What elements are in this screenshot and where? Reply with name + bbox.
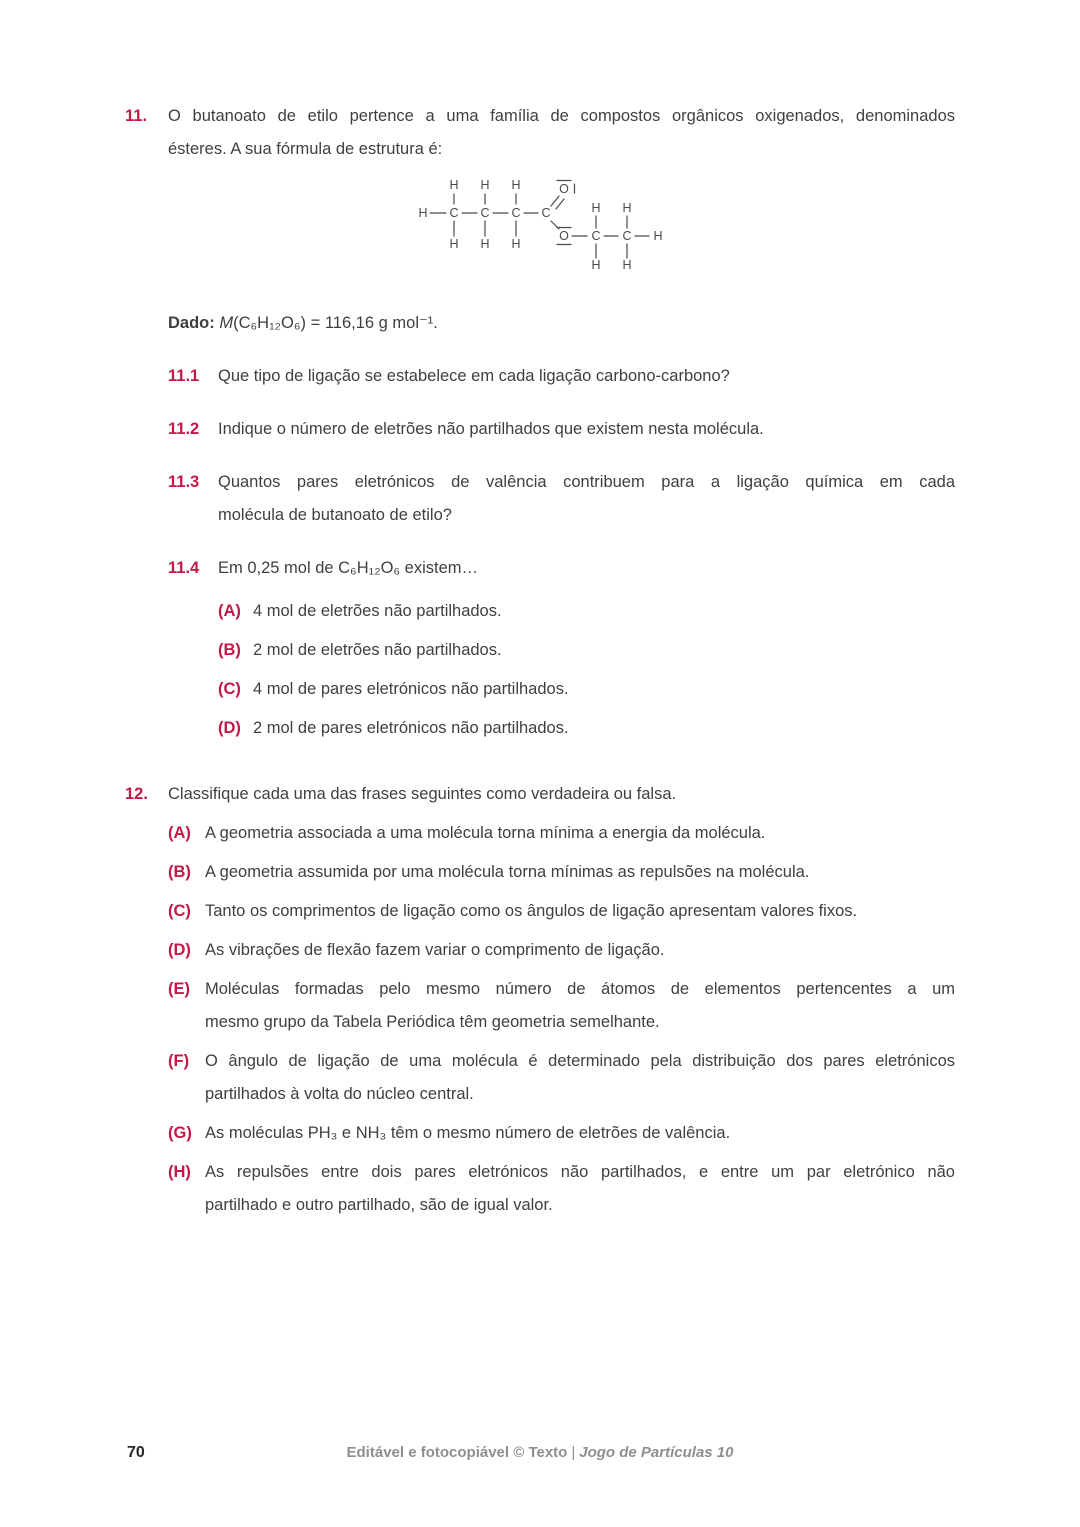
statement-text	[205, 817, 955, 850]
text-line: mesmo grupo da Tabela Periódica têm geometria semelhante.	[205, 1013, 660, 1031]
subquestion-list	[168, 360, 955, 585]
subquestion-number: 11.4	[168, 559, 200, 577]
atom-label: C	[511, 206, 521, 220]
structural-formula-svg	[380, 170, 720, 285]
text-line: Quantos pares eletrónicos de valência contribuem para a ligação química em cada	[218, 473, 955, 491]
subquestion-text	[218, 360, 955, 393]
option-text	[253, 634, 955, 667]
subquestion-number: 11.2	[168, 420, 200, 438]
statement-item	[168, 895, 955, 928]
atom-label: H	[480, 237, 490, 251]
atom-label: H	[653, 229, 663, 243]
text-line: 4 mol de pares eletrónicos não partilhados.	[253, 680, 569, 698]
subquestion	[168, 413, 955, 446]
option-item	[218, 712, 955, 745]
atom-label: C	[449, 206, 459, 220]
atom-label: H	[449, 237, 459, 251]
text-line: 2 mol de pares eletrónicos não partilhados.	[253, 719, 569, 737]
statement-text	[205, 934, 955, 967]
text-line: O ângulo de ligação de uma molécula é determinado pela distribuição dos pares eletrónicos	[205, 1052, 955, 1070]
text-line: A geometria associada a uma molécula torna mínima a energia da molécula.	[205, 824, 766, 842]
statement-item	[168, 973, 955, 1039]
statement-text	[205, 973, 955, 1039]
option-letter: (B)	[218, 641, 241, 659]
statement-item	[168, 1045, 955, 1111]
bond-lines	[430, 194, 649, 258]
option-item	[218, 595, 955, 628]
atom-label: H	[418, 206, 428, 220]
atom-label: H	[591, 201, 601, 215]
text-line: partilhado e outro partilhado, são de igual valor.	[205, 1196, 553, 1214]
molar-mass-value: (C₆H₁₂O₆) = 116,16 g mol⁻¹.	[233, 314, 438, 332]
atom-label: H	[622, 258, 632, 272]
option-letter: (C)	[218, 680, 241, 698]
text-line: ésteres. A sua fórmula de estrutura é:	[168, 140, 443, 158]
footer-separator: |	[571, 1444, 576, 1461]
atom-label: H	[511, 178, 521, 192]
statement-letter: (C)	[168, 902, 191, 920]
statement-text	[205, 1117, 955, 1150]
text-line: molécula de butanoato de etilo?	[218, 506, 452, 524]
text-line: 4 mol de eletrões não partilhados.	[253, 602, 502, 620]
question-11-body	[168, 100, 955, 751]
text-line: O butanoato de etilo pertence a uma família de compostos orgânicos oxigenados, denominados	[168, 107, 955, 125]
text-line: Moléculas formadas pelo mesmo número de átomos de elementos pertencentes a um	[205, 980, 955, 998]
molar-mass-symbol: M	[219, 314, 234, 332]
footer-credit-text: Editável e fotocopiável © Texto	[346, 1444, 568, 1461]
statement-letter: (E)	[168, 980, 190, 998]
statement-item	[168, 1156, 955, 1222]
question-11-intro	[168, 100, 955, 166]
atom-label: C	[622, 229, 632, 243]
question-12	[125, 778, 955, 1222]
atom-label: H	[511, 237, 521, 251]
statement-letter: (G)	[168, 1124, 192, 1142]
atom-label: C	[480, 206, 490, 220]
statement-text	[205, 895, 955, 928]
statement-text	[205, 1045, 955, 1111]
text-line: As moléculas PH₃ e NH₃ têm o mesmo número de eletrões de valência.	[205, 1124, 731, 1142]
option-letter: (A)	[218, 602, 241, 620]
atom-label: C	[541, 206, 551, 220]
subquestion-text	[218, 413, 955, 446]
text-line: As repulsões entre dois pares eletrónicos não partilhados, e entre um par eletrónico não	[205, 1163, 955, 1181]
option-text	[253, 595, 955, 628]
atom-label: H	[480, 178, 490, 192]
text-line: A geometria assumida por uma molécula torna mínimas as repulsões na molécula.	[205, 863, 810, 881]
page-number: 70	[127, 1444, 145, 1461]
subquestion-number: 11.1	[168, 367, 200, 385]
structural-formula	[380, 170, 720, 297]
page-footer	[0, 1440, 1080, 1466]
statement-list	[168, 817, 955, 1222]
statement-item	[168, 856, 955, 889]
subquestion-text	[218, 552, 955, 585]
text-line: partilhados à volta do núcleo central.	[205, 1085, 474, 1103]
dado-line	[168, 307, 955, 340]
atom-label: O	[559, 229, 569, 243]
atom-label: H	[591, 258, 601, 272]
statement-letter: (A)	[168, 824, 191, 842]
dado-label: Dado:	[168, 314, 215, 332]
question-11	[125, 100, 955, 751]
statement-item	[168, 1117, 955, 1150]
text-line: Tanto os comprimentos de ligação como os ângulos de ligação apresentam valores fixos.	[205, 902, 858, 920]
option-item	[218, 634, 955, 667]
statement-letter: (D)	[168, 941, 191, 959]
subquestion	[168, 466, 955, 532]
text-line: Em 0,25 mol de C₆H₁₂O₆ existem…	[218, 559, 479, 577]
subquestion	[168, 552, 955, 585]
atom-labels	[418, 178, 662, 272]
text-line: As vibrações de flexão fazem variar o comprimento de ligação.	[205, 941, 665, 959]
subquestion	[168, 360, 955, 393]
atom-label: O	[559, 182, 569, 196]
question-12-intro	[168, 778, 955, 811]
statement-text	[205, 856, 955, 889]
statement-letter: (F)	[168, 1052, 190, 1070]
atom-label: H	[449, 178, 459, 192]
option-letter: (D)	[218, 719, 241, 737]
question-11-number: 11.	[125, 107, 148, 125]
text-line: Classifique cada uma das frases seguintes como verdadeira ou falsa.	[168, 785, 677, 803]
subquestion-text	[218, 466, 955, 532]
option-text	[253, 712, 955, 745]
text-line: Que tipo de ligação se estabelece em cada ligação carbono-carbono?	[218, 367, 730, 385]
statement-item	[168, 934, 955, 967]
question-12-body	[168, 778, 955, 1222]
statement-letter: (H)	[168, 1163, 191, 1181]
option-text	[253, 673, 955, 706]
text-line: 2 mol de eletrões não partilhados.	[253, 641, 502, 659]
subquestion-number: 11.3	[168, 473, 200, 491]
footer-book-title: Jogo de Partículas 10	[579, 1444, 734, 1461]
text-line: Indique o número de eletrões não partilhados que existem nesta molécula.	[218, 420, 764, 438]
statement-letter: (B)	[168, 863, 191, 881]
atom-label: H	[622, 201, 632, 215]
statement-item	[168, 817, 955, 850]
atom-label: C	[591, 229, 601, 243]
option-list-11-4	[218, 595, 955, 745]
footer-credit	[0, 1440, 1080, 1466]
option-item	[218, 673, 955, 706]
question-12-number: 12.	[125, 785, 148, 803]
statement-text	[205, 1156, 955, 1222]
